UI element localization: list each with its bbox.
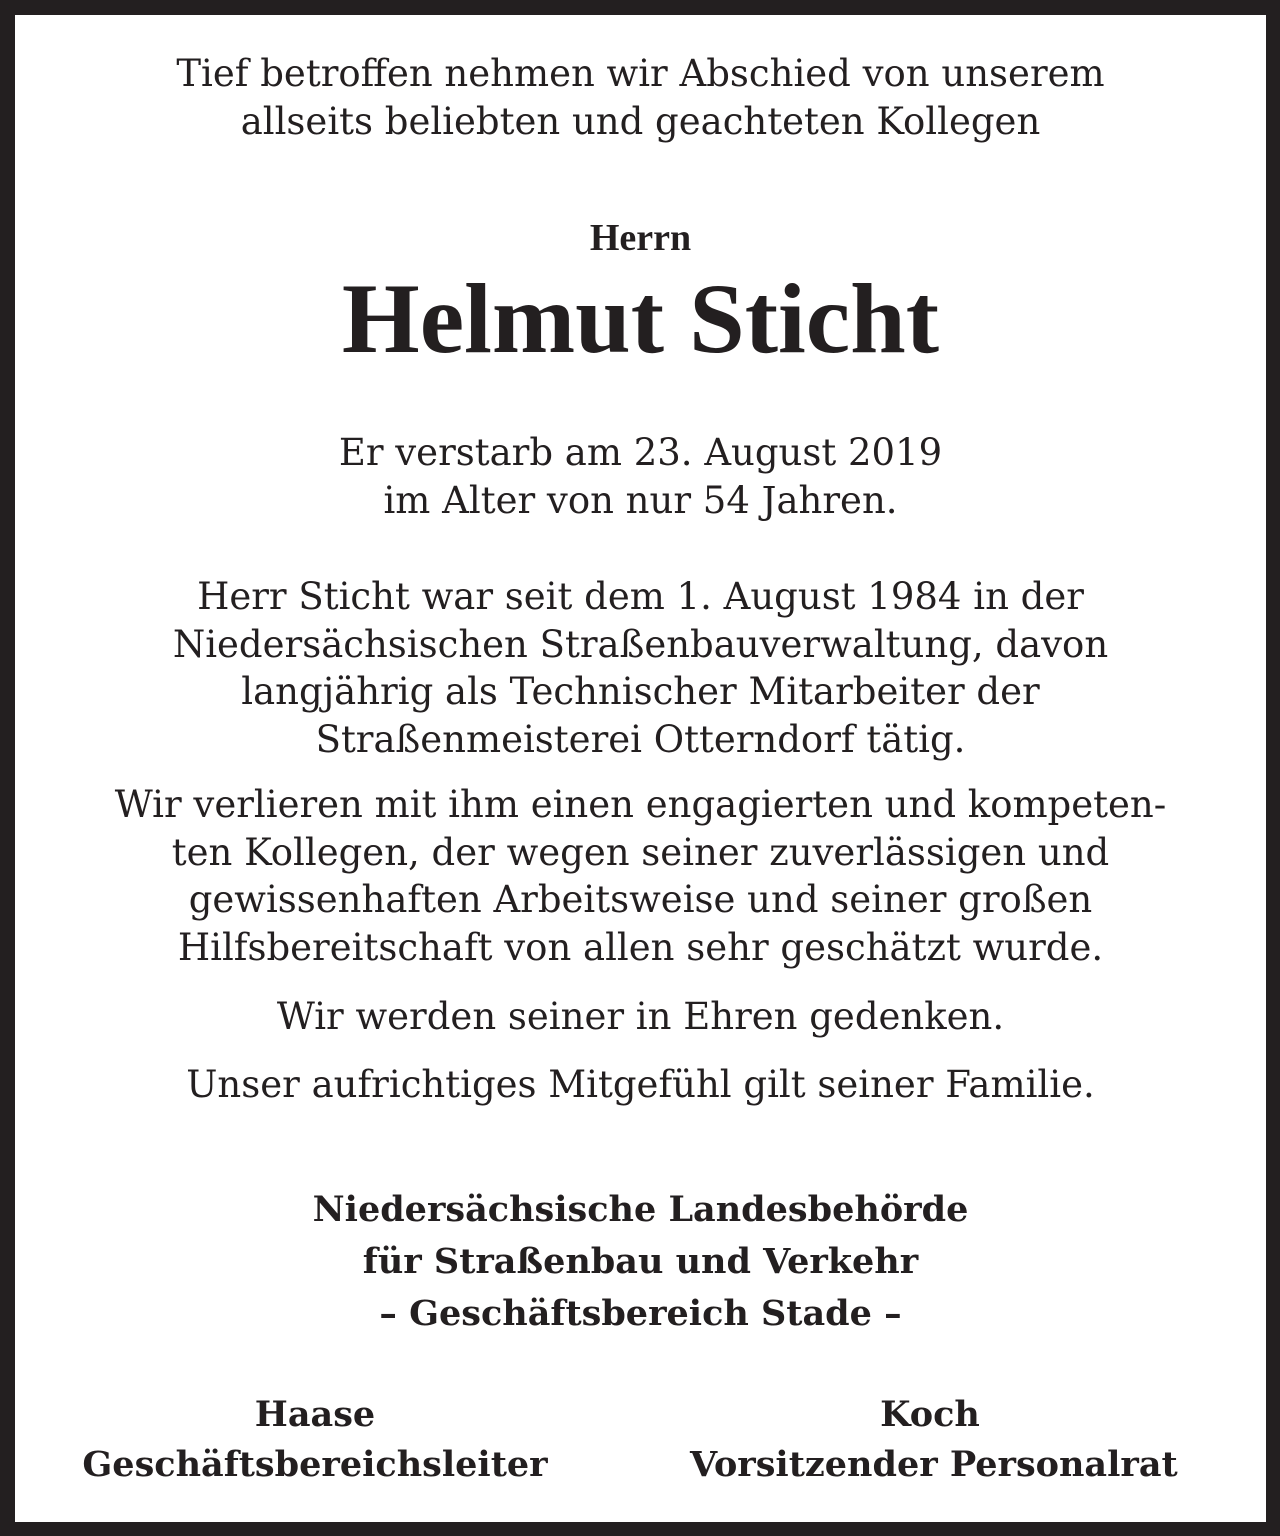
signatory-name: Haase <box>254 1394 376 1435</box>
organization <box>15 1184 1266 1340</box>
career-line: Herr Sticht war seit dem 1. August 1984 in der <box>197 575 1084 618</box>
signatory-right <box>690 1390 1178 1490</box>
honor-line: Wir werden seiner in Ehren gedenken. <box>276 995 1005 1038</box>
intro-text <box>15 50 1266 145</box>
tribute-line: Wir verlieren mit ihm einen engagierten und kompeten- <box>114 783 1167 826</box>
intro-line: Tief betroffen nehmen wir Abschied von unserem <box>176 52 1105 95</box>
career-line: langjährig als Technischer Mitarbeiter der <box>241 670 1040 713</box>
tribute-line: ten Kollegen, der wegen seiner zuverlässigen und <box>171 830 1110 874</box>
signatory-title: Vorsitzender Personalrat <box>690 1444 1178 1485</box>
death-line: im Alter von nur 54 Jahren. <box>383 478 898 522</box>
signatory-title: Geschäftsbereichsleiter <box>82 1444 548 1485</box>
tribute-line: Hilfsbereitschaft von allen sehr geschätzt wurde. <box>177 925 1104 969</box>
organization-line: – Geschäftsbereich Stade – <box>379 1293 902 1334</box>
career-paragraph <box>15 573 1266 763</box>
sympathy-line: Unser aufrichtiges Mitgefühl gilt seiner Familie. <box>186 1063 1095 1106</box>
organization-line: für Straßenbau und Verkehr <box>362 1241 919 1282</box>
signatory-left <box>80 1390 550 1490</box>
career-line: Niedersächsischen Straßenbauverwaltung, davon <box>172 622 1109 666</box>
death-line: Er verstarb am 23. August 2019 <box>338 431 943 474</box>
salutation: Herrn <box>589 217 692 259</box>
career-line: Straßenmeisterei Otterndorf tätig. <box>315 717 966 761</box>
organization-line: Niedersächsische Landesbehörde <box>312 1189 969 1230</box>
intro-line: allseits beliebten und geachteten Kollegen <box>240 99 1041 143</box>
deceased-name: Helmut Sticht <box>341 263 940 374</box>
tribute-line: gewissenhaften Arbeitsweise und seiner großen <box>188 878 1093 921</box>
tribute-paragraph <box>15 781 1266 971</box>
signatory-name: Koch <box>880 1394 980 1435</box>
death-info <box>15 429 1266 524</box>
